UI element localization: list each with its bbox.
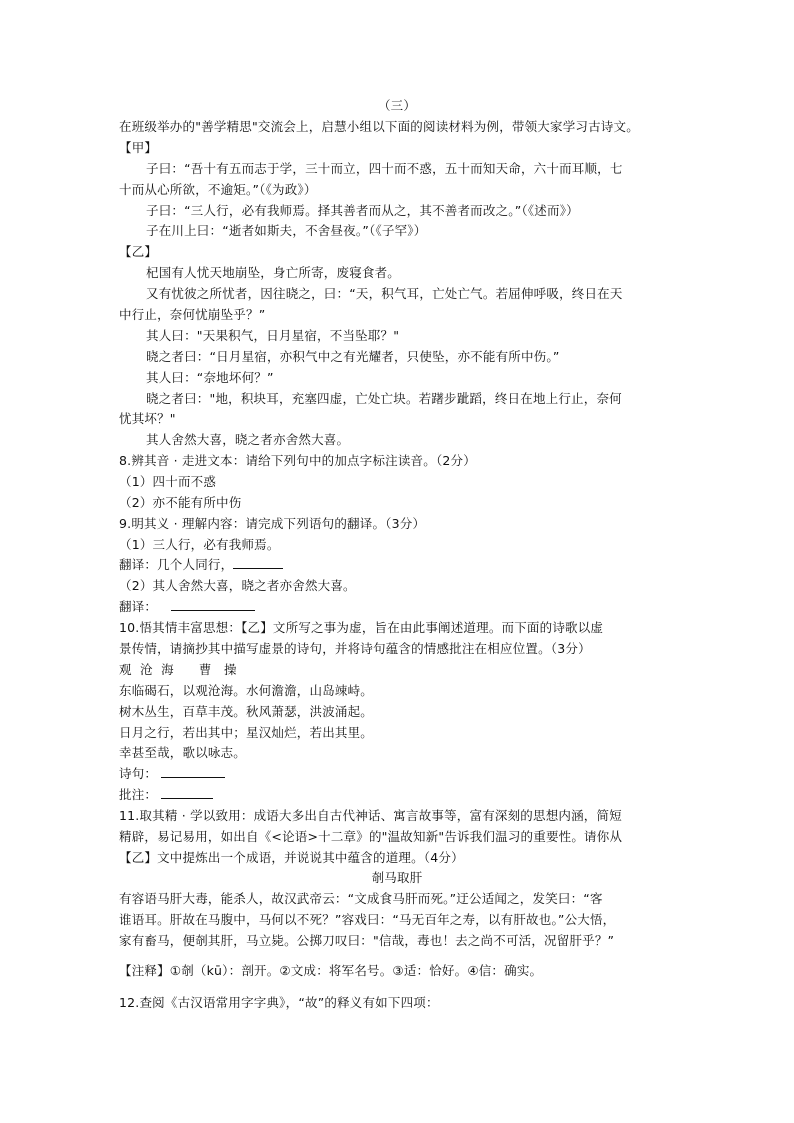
poem-line-2: 树木丛生，百草丰茂。秋风萧瑟，洪波涌起。 xyxy=(119,704,374,719)
jia-paragraph-3: 子在川上曰：“逝者如斯夫，不舍昼夜。”（《子罕》） xyxy=(146,223,427,238)
yi-paragraph-6-continued: 忧其坏？" xyxy=(119,411,176,426)
question-9-translation-2 xyxy=(119,598,255,616)
poem-title: 观 沧 海 曹 操 xyxy=(119,662,237,677)
verse-label: 诗句： xyxy=(119,766,158,781)
passage-notes: 【注释】①剞（kū）：剖开。②文成：将军名号。③适：恰好。④信：确实。 xyxy=(119,963,543,978)
yi-paragraph-2: 又有忧彼之所忧者，因往晓之，曰：“天，积气耳，亡处亡气。若屈伸呼吸，终日在天 xyxy=(146,286,623,301)
passage-line-3: 家有畜马，便剞其肝，马立毙。公掷刀叹曰："信哉，毒也！去之尚不可活，况留肝乎？” xyxy=(119,933,615,948)
passage-line-2: 谁语耳。肝故在马腹中，马何以不死？”容戏曰：“马无百年之寿，以有肝故也。”公大悟， xyxy=(119,912,616,927)
passage-title: 剞马取肝 xyxy=(371,870,423,885)
question-11-stem-continued-1: 精辟，易记易用，如出自《<论语>十二章》的"温故知新"告诉我们温习的重要性。请你从 xyxy=(119,829,623,844)
annotation-answer-blank[interactable] xyxy=(161,786,213,799)
poem-line-3: 日月之行，若出其中；星汉灿烂，若出其里。 xyxy=(119,725,374,740)
question-9-item-2: （2）其人舍然大喜，晓之者亦舍然大喜。 xyxy=(119,578,356,593)
verse-answer-blank[interactable] xyxy=(161,765,225,778)
passage-line-1: 有容语马肝大毒，能杀人，故汉武帝云：“文成食马肝而死。”迂公适闻之，发笑曰：“客 xyxy=(119,891,603,906)
annotation-label: 批注： xyxy=(119,787,158,802)
question-9-item-1: （1）三人行，必有我师焉。 xyxy=(119,537,280,552)
jia-paragraph-2: 子曰：“三人行，必有我师焉。择其善者而从之，其不善者而改之。”（《述而》） xyxy=(146,203,579,218)
question-11-stem-continued-2: 【乙】文中提炼出一个成语，并说说其中蕴含的道理。（4分） xyxy=(119,850,464,865)
yi-paragraph-6: 晓之者曰："地，积块耳，充塞四虚，亡处亡块。若躇步跐蹈，终日在地上行止，奈何 xyxy=(146,391,622,406)
yi-paragraph-2-continued: 中行止，奈何忧崩坠乎？” xyxy=(119,307,266,322)
yi-label: 【乙】 xyxy=(119,244,158,259)
yi-paragraph-5: 其人曰：“奈地坏何？” xyxy=(146,370,274,385)
poem-line-1: 东临碣石，以观沧海。水何澹澹，山岛竦峙。 xyxy=(119,683,374,698)
intro-text: 在班级举办的"善学精思"交流会上，启慧小组以下面的阅读材料为例，带领大家学习古诗文。 xyxy=(119,119,639,134)
question-8-item-1: （1）四十而不惑 xyxy=(119,474,217,489)
translation-2-answer-blank[interactable] xyxy=(171,598,255,611)
question-9-translation-1 xyxy=(119,556,283,574)
yi-paragraph-4: 晓之者曰：“日月星宿，亦积气中之有光耀者，只使坠，亦不能有所中伤。” xyxy=(146,349,560,364)
question-10-answer-annotation xyxy=(119,786,213,804)
translation-1-answer-blank[interactable] xyxy=(233,556,283,569)
question-8-stem: 8.辨其音 · 走进文本：请给下列句中的加点字标注读音。（2分） xyxy=(119,453,476,468)
yi-paragraph-3: 其人曰："天果积气，日月星宿，不当坠耶？" xyxy=(146,328,400,343)
yi-paragraph-7: 其人舍然大喜，晓之者亦舍然大喜。 xyxy=(146,432,350,447)
question-10-stem: 10.悟其情丰富思想：【乙】文所写之事为虚，旨在由此事阐述道理。而下面的诗歌以虚 xyxy=(119,620,604,635)
question-12-stem: 12.查阅《古汉语常用字字典》，“故”的释义有如下四项： xyxy=(119,995,439,1010)
section-title: （三） xyxy=(377,98,417,113)
poem-line-4: 幸甚至哉，歌以咏志。 xyxy=(119,745,247,760)
jia-paragraph-1: 子曰：“吾十有五而志于学，三十而立，四十而不惑，五十而知天命，六十而耳顺，七 xyxy=(146,161,623,176)
question-8-item-2: （2）亦不能有所中伤 xyxy=(119,495,242,510)
yi-paragraph-1: 杞国有人忧天地崩坠，身亡所寄，废寝食者。 xyxy=(146,265,401,280)
translation-2-label: 翻译： xyxy=(119,599,158,614)
question-10-answer-verse xyxy=(119,765,225,783)
question-10-stem-continued: 景传情，请摘抄其中描写虚景的诗句，并将诗句蕴含的情感批注在相应位置。（3分） xyxy=(119,641,591,656)
question-9-stem: 9.明其义 · 理解内容：请完成下列语句的翻译。（3分） xyxy=(119,516,426,531)
translation-1-label: 翻译：几个人同行， xyxy=(119,557,234,572)
question-11-stem: 11.取其精 · 学以致用：成语大多出自古代神话、寓言故事等，富有深刻的思想内涵，简短 xyxy=(119,808,622,823)
jia-label: 【甲】 xyxy=(119,140,158,155)
jia-paragraph-1-continued: 十而从心所欲，不逾矩。”（《为政》） xyxy=(119,182,317,197)
